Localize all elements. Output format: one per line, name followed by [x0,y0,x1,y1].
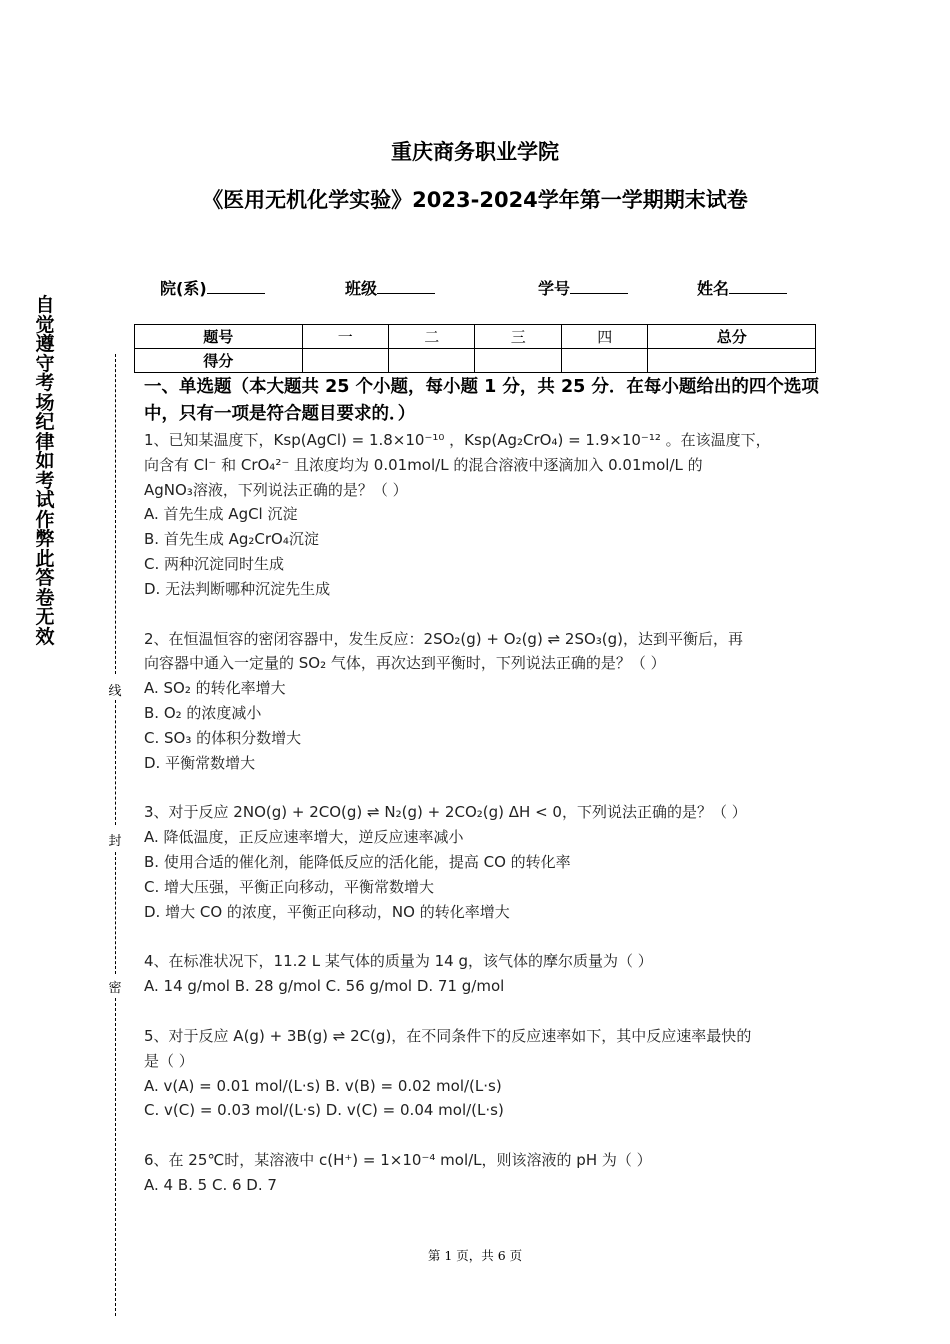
name-blank [729,277,787,294]
table-cell: 得分 [135,349,303,373]
seal-label-secret: 密 [106,977,124,996]
exam-discipline-notice: 自觉遵守考场纪律如考试作弊此答卷无效 [35,294,55,648]
table-cell: 题号 [135,325,303,349]
department-label: 院(系) [160,279,207,298]
option: A. v(A) = 0.01 mol/(L·s) B. v(B) = 0.02 mol/(L·s) [144,1076,502,1095]
class-label: 班级 [345,279,378,298]
binding-dashed-line [115,998,116,1316]
question-stem: 3、对于反应 2NO(g) + 2CO(g) ⇌ N₂(g) + 2CO₂(g) ΔH < 0，下列说法正确的是？（ ） [144,803,747,822]
question-1 [144,428,824,602]
name-field [697,276,787,299]
option: C. 增大压强，平衡正向移动，平衡常数增大 [144,877,435,896]
seal-label-seal: 封 [106,830,124,849]
question-5 [144,1024,824,1123]
option: D. 增大 CO 的浓度，平衡正向移动，NO 的转化率增大 [144,902,510,921]
question-stem: 向含有 Cl⁻ 和 CrO₄²⁻ 且浓度均为 0.01mol/L 的混合溶液中逐滴加入 0.01mol/L 的 [144,455,703,474]
student-no-field [538,276,628,299]
question-4 [144,949,824,999]
option: A. SO₂ 的转化率增大 [144,679,286,698]
binding-dashed-line [115,852,116,974]
class-field [345,276,435,299]
option: C. SO₃ 的体积分数增大 [144,728,302,747]
option: A. 首先生成 AgCl 沉淀 [144,505,298,524]
section-heading: 一、单选题（本大题共 25 个小题，每小题 1 分，共 25 分．在每小题给出的四个选项中，只有一项是符合题目要求的．） [144,377,819,424]
option: A. 4 B. 5 C. 6 D. 7 [144,1175,277,1194]
question-stem: 6、在 25℃时，某溶液中 c(H⁺) = 1×10⁻⁴ mol/L，则该溶液的 pH 为（ ） [144,1151,652,1170]
table-cell: 四 [561,325,647,349]
exam-content [144,374,824,1198]
question-stem: 4、在标准状况下，11.2 L 某气体的质量为 14 g，该气体的摩尔质量为（ ） [144,952,653,971]
option: C. v(C) = 0.03 mol/(L·s) D. v(C) = 0.04 mol/(L·s) [144,1101,504,1120]
question-3 [144,800,824,924]
table-cell: 三 [475,325,561,349]
student-no-label: 学号 [538,279,571,298]
seal-label-line: 线 [106,680,124,699]
question-stem: 是（ ） [144,1051,194,1070]
question-stem: 5、对于反应 A(g) + 3B(g) ⇌ 2C(g)，在不同条件下的反应速率如下，其中反应速率最快的 [144,1026,752,1045]
table-cell: 二 [388,325,474,349]
score-cell [302,349,388,373]
exam-title: 《医用无机化学实验》2023-2024学年第一学期期末试卷 [202,188,748,212]
student-no-blank [570,277,628,294]
option: B. 首先生成 Ag₂CrO₄沉淀 [144,530,319,549]
option: C. 两种沉淀同时生成 [144,554,285,573]
question-stem: 向容器中通入一定量的 SO₂ 气体，再次达到平衡时，下列说法正确的是？（ ） [144,654,666,673]
score-cell [388,349,474,373]
name-label: 姓名 [697,279,730,298]
binding-dashed-line [115,700,116,825]
score-cell [561,349,647,373]
question-stem: 1、已知某温度下，Ksp(AgCl) = 1.8×10⁻¹⁰ ，Ksp(Ag₂CrO₄) = 1.9×10⁻¹² 。在该温度下， [144,431,771,449]
score-cell [648,349,816,373]
question-2 [144,627,824,776]
score-table-header-row [135,325,816,349]
question-stem: AgNO₃溶液，下列说法正确的是？（ ） [144,480,408,499]
option: D. 平衡常数增大 [144,753,256,772]
table-cell: 总分 [648,325,816,349]
option: B. 使用合适的催化剂，能降低反应的活化能，提高 CO 的转化率 [144,852,571,871]
question-6 [144,1148,824,1198]
question-stem: 2、在恒温恒容的密闭容器中，发生反应：2SO₂(g) + O₂(g) ⇌ 2SO₃(g)，达到平衡后，再 [144,629,744,648]
department-blank [207,277,265,294]
binding-dashed-line [115,354,116,674]
score-table [134,324,816,373]
score-table-score-row [135,349,816,373]
option: B. O₂ 的浓度减小 [144,703,262,722]
option: D. 无法判断哪种沉淀先生成 [144,579,331,598]
option: A. 降低温度，正反应速率增大，逆反应速率减小 [144,828,464,847]
department-field [160,276,265,299]
page-number: 第 1 页，共 6 页 [427,1248,523,1263]
option: A. 14 g/mol B. 28 g/mol C. 56 g/mol D. 71 g/mol [144,977,505,996]
school-name: 重庆商务职业学院 [391,140,559,164]
table-cell: 一 [302,325,388,349]
class-blank [377,277,435,294]
score-cell [475,349,561,373]
